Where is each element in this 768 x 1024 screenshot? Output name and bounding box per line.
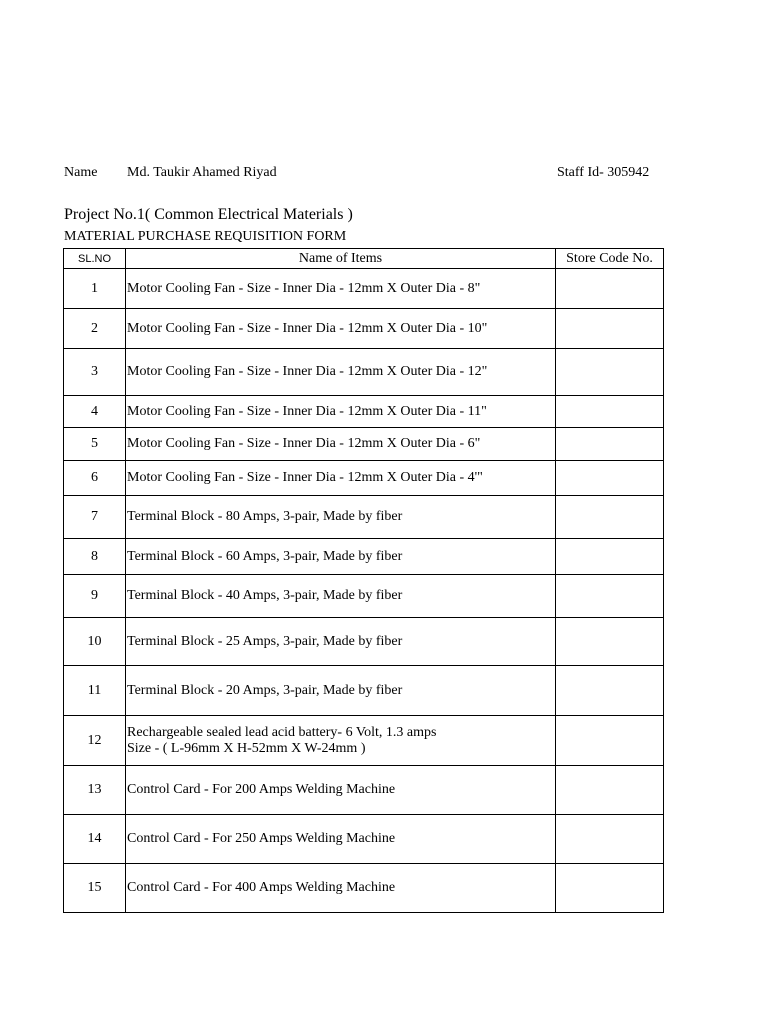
item-name-line: Motor Cooling Fan - Size - Inner Dia - 12mm X Outer Dia - 4'" — [127, 470, 483, 485]
cell-item-name — [126, 575, 556, 618]
cell-item-name — [126, 461, 556, 496]
col-header-sl-no: SL.NO — [64, 249, 126, 269]
cell-sl-no: 12 — [64, 716, 126, 766]
cell-sl-no: 13 — [64, 766, 126, 815]
name-value: Md. Taukir Ahamed Riyad — [127, 165, 277, 180]
table-row — [64, 864, 664, 913]
project-title: Project No.1( Common Electrical Materials ) — [64, 206, 353, 223]
item-name-line-2: Size - ( L-96mm X H-52mm X W-24mm ) — [127, 740, 366, 756]
cell-store-code — [556, 309, 664, 349]
table-row — [64, 309, 664, 349]
cell-sl-no: 1 — [64, 269, 126, 309]
item-name-line: Motor Cooling Fan - Size - Inner Dia - 12mm X Outer Dia - 11" — [127, 403, 487, 419]
table-row — [64, 428, 664, 461]
cell-sl-no: 2 — [64, 309, 126, 349]
table-row — [64, 539, 664, 575]
table-row — [64, 766, 664, 815]
table-row — [64, 618, 664, 666]
staff-id: Staff Id- 305942 — [557, 165, 650, 180]
item-name-line: Terminal Block - 40 Amps, 3-pair, Made by fiber — [127, 588, 403, 603]
cell-item-name — [126, 349, 556, 396]
cell-store-code — [556, 428, 664, 461]
cell-sl-no: 15 — [64, 864, 126, 913]
cell-item-name — [126, 666, 556, 716]
cell-sl-no: 4 — [64, 396, 126, 428]
cell-item-name — [126, 716, 556, 766]
item-name-line: Motor Cooling Fan - Size - Inner Dia - 12mm X Outer Dia - 12" — [127, 364, 488, 379]
requisition-table — [63, 248, 664, 913]
cell-store-code — [556, 618, 664, 666]
item-name-line: Motor Cooling Fan - Size - Inner Dia - 12mm X Outer Dia - 6" — [127, 436, 481, 451]
col-header-store-code: Store Code No. — [556, 249, 664, 269]
cell-store-code — [556, 575, 664, 618]
cell-store-code — [556, 766, 664, 815]
cell-item-name — [126, 864, 556, 913]
table-row — [64, 396, 664, 428]
table-row — [64, 349, 664, 396]
cell-item-name — [126, 309, 556, 349]
item-name-line: Terminal Block - 20 Amps, 3-pair, Made by fiber — [127, 682, 403, 698]
item-name-line: Terminal Block - 25 Amps, 3-pair, Made by fiber — [127, 633, 403, 649]
cell-item-name — [126, 815, 556, 864]
table-header-row — [64, 249, 664, 269]
cell-item-name — [126, 618, 556, 666]
cell-item-name — [126, 428, 556, 461]
cell-sl-no: 9 — [64, 575, 126, 618]
cell-item-name — [126, 496, 556, 539]
cell-item-name — [126, 396, 556, 428]
cell-store-code — [556, 666, 664, 716]
cell-store-code — [556, 716, 664, 766]
table-row — [64, 716, 664, 766]
cell-store-code — [556, 864, 664, 913]
cell-sl-no: 10 — [64, 618, 126, 666]
item-name-line: Motor Cooling Fan - Size - Inner Dia - 12mm X Outer Dia - 8" — [127, 280, 481, 296]
table-row — [64, 461, 664, 496]
item-name-line: Control Card - For 250 Amps Welding Machine — [127, 831, 396, 846]
item-name-line: Motor Cooling Fan - Size - Inner Dia - 12mm X Outer Dia - 10" — [127, 320, 488, 336]
cell-sl-no: 3 — [64, 349, 126, 396]
table-row — [64, 666, 664, 716]
cell-store-code — [556, 496, 664, 539]
cell-sl-no: 7 — [64, 496, 126, 539]
cell-store-code — [556, 269, 664, 309]
cell-store-code — [556, 396, 664, 428]
name-label: Name — [64, 165, 98, 180]
table-row — [64, 575, 664, 618]
form-title: MATERIAL PURCHASE REQUISITION FORM — [64, 229, 347, 244]
cell-item-name — [126, 766, 556, 815]
col-header-name-of-items: Name of Items — [126, 249, 556, 269]
cell-item-name — [126, 269, 556, 309]
cell-sl-no: 5 — [64, 428, 126, 461]
item-name-line: Control Card - For 400 Amps Welding Machine — [127, 880, 396, 895]
cell-store-code — [556, 539, 664, 575]
item-name-line: Rechargeable sealed lead acid battery- 6 Volt, 1.3 amps — [127, 724, 437, 740]
table-row — [64, 496, 664, 539]
cell-store-code — [556, 349, 664, 396]
cell-store-code — [556, 815, 664, 864]
cell-sl-no: 14 — [64, 815, 126, 864]
table-row — [64, 269, 664, 309]
item-name-line: Terminal Block - 80 Amps, 3-pair, Made by fiber — [127, 509, 403, 524]
cell-item-name — [126, 539, 556, 575]
cell-sl-no: 8 — [64, 539, 126, 575]
cell-sl-no: 11 — [64, 666, 126, 716]
item-name-line: Control Card - For 200 Amps Welding Machine — [127, 782, 396, 797]
cell-sl-no: 6 — [64, 461, 126, 496]
cell-store-code — [556, 461, 664, 496]
item-name-line: Terminal Block - 60 Amps, 3-pair, Made by fiber — [127, 548, 403, 564]
table-row — [64, 815, 664, 864]
